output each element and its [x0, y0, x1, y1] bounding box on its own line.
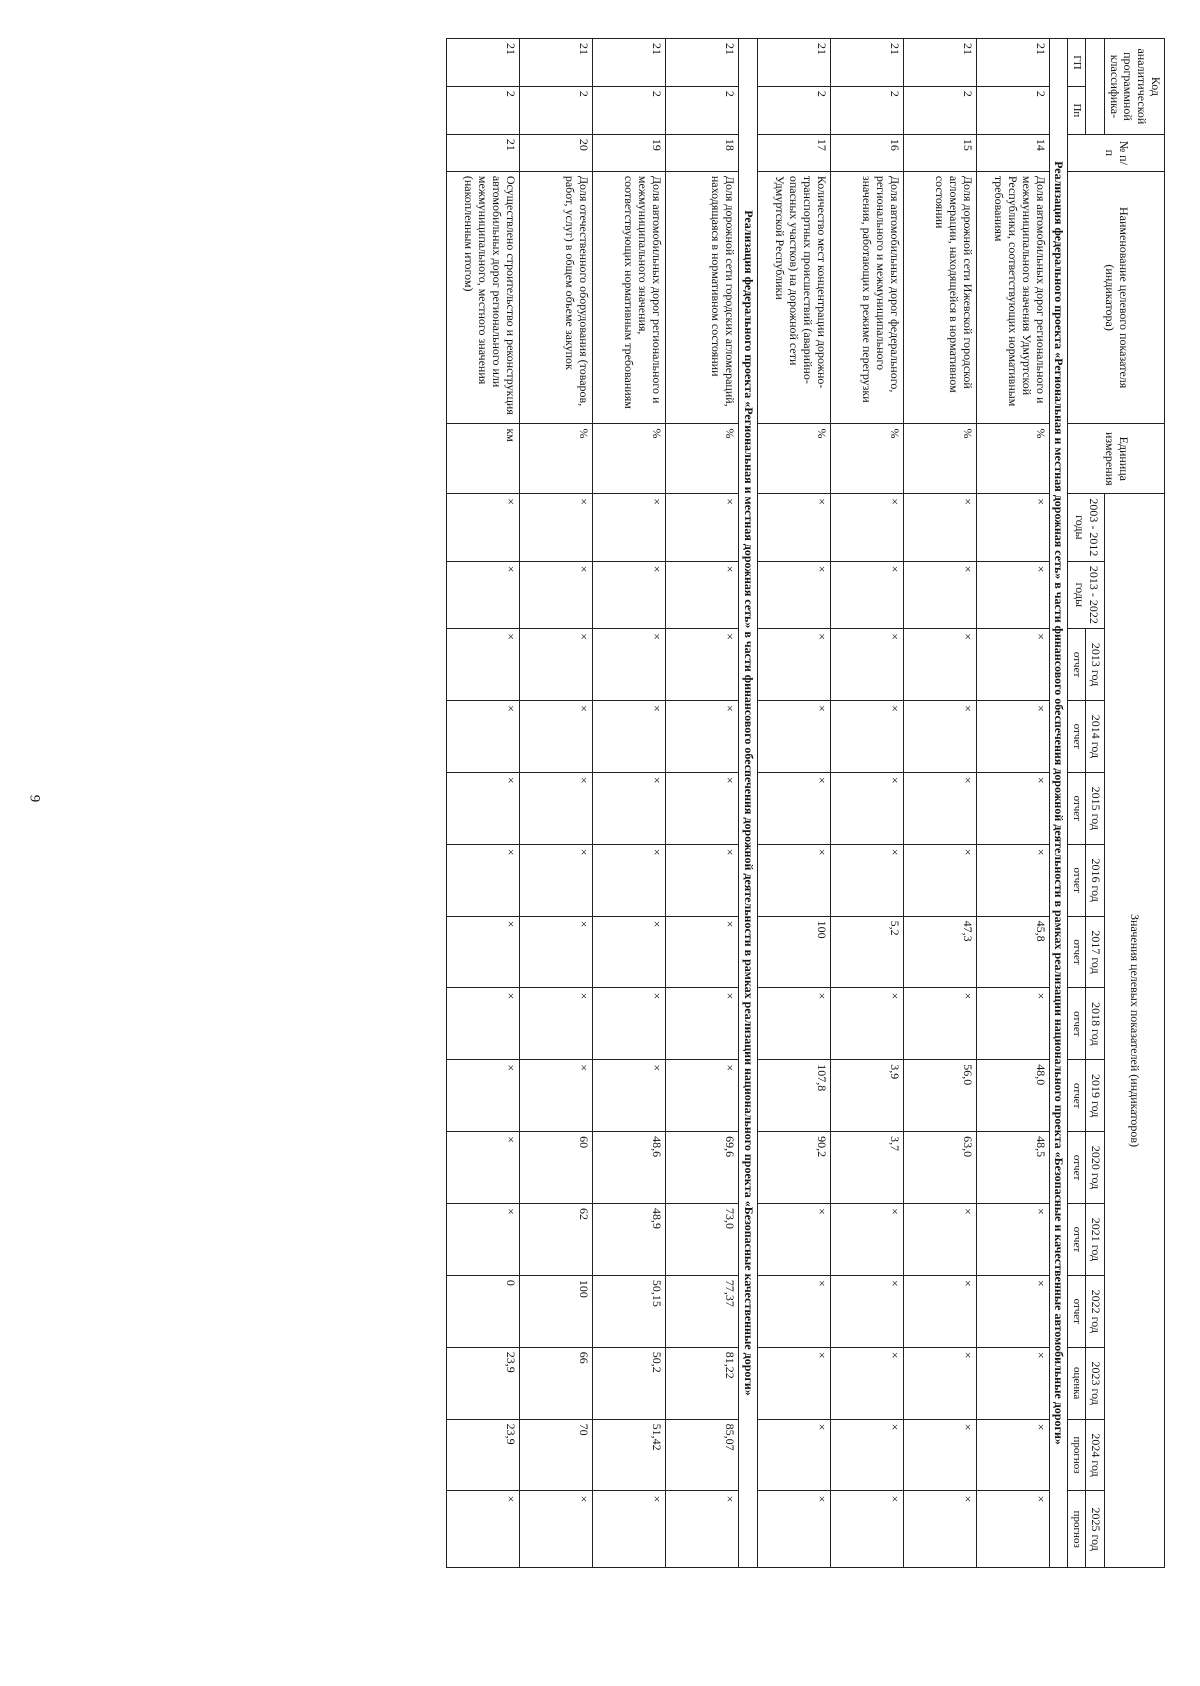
header-period: 2024 год [1086, 1419, 1105, 1491]
cell-gp: 21 [757, 39, 830, 87]
cell-unit: % [903, 424, 976, 494]
cell-num: 14 [976, 134, 1049, 171]
table-body [446, 39, 1068, 1568]
header-period: 2016 год [1086, 844, 1105, 916]
cell-pp: 2 [519, 86, 592, 134]
header-pp: Пп [1068, 86, 1086, 134]
header-status: отчет [1068, 916, 1086, 988]
cell-value: 48,5 [976, 1132, 1049, 1204]
cell-value: × [446, 494, 519, 562]
cell-value: × [519, 1491, 592, 1568]
cell-value: × [665, 1060, 738, 1132]
table-row [976, 39, 1049, 1568]
cell-value: × [976, 629, 1049, 701]
header-status: отчет [1068, 1132, 1086, 1204]
cell-value: × [903, 988, 976, 1060]
cell-value: × [903, 844, 976, 916]
cell-value: × [830, 772, 903, 844]
cell-num: 21 [446, 134, 519, 171]
cell-num: 20 [519, 134, 592, 171]
cell-value: × [665, 701, 738, 773]
cell-value: 85,07 [665, 1419, 738, 1491]
cell-value: × [446, 988, 519, 1060]
header-status: отчет [1068, 1275, 1086, 1347]
cell-value: × [903, 701, 976, 773]
cell-value: × [757, 701, 830, 773]
header-num: № п/п [1068, 134, 1165, 171]
cell-value: × [592, 772, 665, 844]
cell-unit: % [976, 424, 1049, 494]
cell-value: × [830, 1419, 903, 1491]
cell-pp: 2 [446, 86, 519, 134]
cell-value: 70 [519, 1419, 592, 1491]
cell-gp: 21 [830, 39, 903, 87]
header-code-group: Код аналитической программной классифика- [1104, 39, 1164, 135]
cell-value: × [592, 494, 665, 562]
cell-pp: 2 [976, 86, 1049, 134]
cell-value: × [976, 1275, 1049, 1347]
cell-value: × [665, 561, 738, 629]
cell-pp: 2 [592, 86, 665, 134]
cell-value: × [757, 1491, 830, 1568]
cell-value: × [446, 1060, 519, 1132]
cell-value: × [665, 1491, 738, 1568]
header-period: 2013 год [1086, 629, 1105, 701]
cell-value: × [519, 701, 592, 773]
cell-value: × [976, 561, 1049, 629]
cell-value: × [665, 629, 738, 701]
cell-value: × [757, 1347, 830, 1419]
cell-indicator-name: Количество мест концентрации дорожно-транспортных происшествий (аварийно-опасных участков) на дорожной сети Удмуртской Республики [757, 171, 830, 424]
cell-value: 48,0 [976, 1060, 1049, 1132]
cell-num: 17 [757, 134, 830, 171]
header-period: 2013 - 2022 годы [1068, 561, 1104, 629]
cell-gp: 21 [446, 39, 519, 87]
cell-unit: % [665, 424, 738, 494]
cell-unit: км [446, 424, 519, 494]
cell-value: 23,9 [446, 1419, 519, 1491]
cell-gp: 21 [592, 39, 665, 87]
cell-indicator-name: Доля дорожной сети Ижевской городской агломерации, находящейся в нормативном состоянии [903, 171, 976, 424]
cell-value: × [446, 772, 519, 844]
cell-value: × [976, 494, 1049, 562]
cell-value: × [976, 1204, 1049, 1276]
cell-value: × [519, 916, 592, 988]
cell-value: 3,7 [830, 1132, 903, 1204]
cell-value: 50,15 [592, 1275, 665, 1347]
cell-value: 81,22 [665, 1347, 738, 1419]
cell-unit: % [519, 424, 592, 494]
cell-value: × [757, 772, 830, 844]
cell-value: 60 [519, 1132, 592, 1204]
cell-value: × [665, 916, 738, 988]
cell-value: × [446, 701, 519, 773]
cell-value: × [519, 844, 592, 916]
cell-value: × [592, 701, 665, 773]
cell-value: × [903, 1275, 976, 1347]
cell-value: × [976, 772, 1049, 844]
section-title: Реализация федерального проекта «Региональная и местная дорожная сеть» в части финансового обеспечения дорожной деятельности в рамках реализации национального проекта «Безопасные качественные дороги» [738, 39, 757, 1568]
cell-value: × [757, 1275, 830, 1347]
table-row [446, 39, 519, 1568]
cell-unit: % [757, 424, 830, 494]
table-row [903, 39, 976, 1568]
header-status: отчет [1068, 629, 1086, 701]
cell-value: × [592, 844, 665, 916]
cell-value: × [830, 844, 903, 916]
cell-value: 51,42 [592, 1419, 665, 1491]
cell-value: × [757, 1204, 830, 1276]
cell-value: × [903, 494, 976, 562]
cell-value: × [830, 1275, 903, 1347]
cell-value: × [830, 701, 903, 773]
cell-unit: % [830, 424, 903, 494]
cell-value: × [830, 629, 903, 701]
cell-num: 15 [903, 134, 976, 171]
cell-value: × [519, 1060, 592, 1132]
cell-gp: 21 [519, 39, 592, 87]
cell-value: 63,0 [903, 1132, 976, 1204]
cell-value: × [830, 494, 903, 562]
cell-gp: 21 [976, 39, 1049, 87]
cell-value: × [446, 916, 519, 988]
cell-value: 50,2 [592, 1347, 665, 1419]
cell-value: × [665, 494, 738, 562]
cell-value: 62 [519, 1204, 592, 1276]
cell-value: 47,3 [903, 916, 976, 988]
cell-value: 45,8 [976, 916, 1049, 988]
cell-value: × [665, 772, 738, 844]
table-row [592, 39, 665, 1568]
cell-pp: 2 [757, 86, 830, 134]
cell-value: × [757, 494, 830, 562]
cell-pp: 2 [830, 86, 903, 134]
cell-value: × [519, 629, 592, 701]
cell-value: × [446, 1491, 519, 1568]
cell-value: × [830, 1204, 903, 1276]
cell-value: × [757, 988, 830, 1060]
section-row [738, 39, 757, 1568]
cell-value: × [446, 561, 519, 629]
cell-value: × [592, 988, 665, 1060]
indicator-table [446, 38, 1165, 1568]
cell-indicator-name: Осуществлено строительство и реконструкция автомобильных дорог регионального или межмуниципального, местного значения (накопленным итогом) [446, 171, 519, 424]
cell-value: × [757, 1419, 830, 1491]
cell-value: × [830, 988, 903, 1060]
cell-value: × [830, 561, 903, 629]
cell-value: 100 [757, 916, 830, 988]
cell-value: × [592, 1060, 665, 1132]
cell-value: × [903, 561, 976, 629]
cell-value: 5,2 [830, 916, 903, 988]
header-period: 2025 год [1086, 1491, 1105, 1568]
cell-value: × [757, 629, 830, 701]
cell-value: 48,9 [592, 1204, 665, 1276]
cell-value: × [976, 988, 1049, 1060]
cell-indicator-name: Доля автомобильных дорог регионального и межмуниципального значения, соответствующих нормативным требованиям [592, 171, 665, 424]
cell-value: 0 [446, 1275, 519, 1347]
table-row [757, 39, 830, 1568]
cell-num: 16 [830, 134, 903, 171]
cell-value: × [592, 1491, 665, 1568]
header-period: 2014 год [1086, 701, 1105, 773]
table-row [830, 39, 903, 1568]
cell-value: × [976, 1347, 1049, 1419]
cell-value: 3,9 [830, 1060, 903, 1132]
cell-num: 18 [665, 134, 738, 171]
cell-value: × [665, 844, 738, 916]
header-period: 2023 год [1086, 1347, 1105, 1419]
cell-value: × [519, 772, 592, 844]
header-status: прогноз [1068, 1419, 1086, 1491]
header-period: 2022 год [1086, 1275, 1105, 1347]
cell-value: 23,9 [446, 1347, 519, 1419]
header-period: 2020 год [1086, 1132, 1105, 1204]
header-period: 2015 год [1086, 772, 1105, 844]
cell-value: 69,6 [665, 1132, 738, 1204]
cell-pp: 2 [665, 86, 738, 134]
header-status: оценка [1068, 1347, 1086, 1419]
cell-value: 56,0 [903, 1060, 976, 1132]
table-row [665, 39, 738, 1568]
header-status: отчет [1068, 988, 1086, 1060]
header-name: Наименование целевого показателя (индикатора) [1068, 171, 1165, 424]
page-number: 9 [26, 794, 43, 803]
header-status: отчет [1068, 1204, 1086, 1276]
cell-value: × [976, 701, 1049, 773]
cell-value: × [903, 629, 976, 701]
cell-indicator-name: Доля дорожной сети городских агломераций, находящаяся в нормативном состоянии [665, 171, 738, 424]
cell-num: 19 [592, 134, 665, 171]
cell-indicator-name: Доля автомобильных дорог федерального, регионального и межмуниципального значения, работающих в режиме перегрузки [830, 171, 903, 424]
header-period: 2021 год [1086, 1204, 1105, 1276]
cell-gp: 21 [903, 39, 976, 87]
cell-pp: 2 [903, 86, 976, 134]
header-period: 2018 год [1086, 988, 1105, 1060]
header-status: отчет [1068, 701, 1086, 773]
table-row [519, 39, 592, 1568]
cell-value: 100 [519, 1275, 592, 1347]
cell-indicator-name: Доля отечественного оборудования (товаров, работ, услуг) в общем объеме закупок [519, 171, 592, 424]
cell-unit: % [592, 424, 665, 494]
cell-value: 107,8 [757, 1060, 830, 1132]
cell-value: × [446, 1132, 519, 1204]
cell-value: 48,6 [592, 1132, 665, 1204]
cell-value: × [446, 629, 519, 701]
cell-indicator-name: Доля автомобильных дорог регионального и межмуниципального значения Удмуртской Республики, соответствующих нормативным требованиям [976, 171, 1049, 424]
cell-value: × [976, 1419, 1049, 1491]
header-status: отчет [1068, 772, 1086, 844]
header-status: отчет [1068, 1060, 1086, 1132]
cell-value: × [592, 561, 665, 629]
cell-value: × [446, 1204, 519, 1276]
cell-value: × [903, 772, 976, 844]
header-period: 2003 - 2012 годы [1068, 494, 1104, 562]
cell-value: × [830, 1491, 903, 1568]
header-unit: Единица измерения [1068, 424, 1165, 494]
header-status: прогноз [1068, 1491, 1086, 1568]
cell-value: × [592, 629, 665, 701]
header-values-group: Значения целевых показателей (индикаторов) [1104, 494, 1164, 1568]
cell-value: × [446, 844, 519, 916]
header-period: 2019 год [1086, 1060, 1105, 1132]
header-status: отчет [1068, 844, 1086, 916]
cell-gp: 21 [665, 39, 738, 87]
section-title: Реализация федерального проекта «Региональная и местная дорожная сеть» в части финансового обеспечения дорожной деятельности в рамках реализации национального проекта «Безопасные и качественные автомобильные дороги» [1049, 39, 1068, 1568]
cell-value: × [976, 844, 1049, 916]
cell-value: × [519, 561, 592, 629]
cell-value: × [830, 1347, 903, 1419]
cell-value: × [665, 988, 738, 1060]
header-gp: ГП [1068, 39, 1086, 87]
cell-value: × [757, 561, 830, 629]
cell-value: × [592, 916, 665, 988]
cell-value: × [519, 494, 592, 562]
cell-value: 90,2 [757, 1132, 830, 1204]
cell-value: 66 [519, 1347, 592, 1419]
cell-value: × [903, 1347, 976, 1419]
cell-value: 77,37 [665, 1275, 738, 1347]
cell-value: 73,0 [665, 1204, 738, 1276]
section-row [1049, 39, 1068, 1568]
cell-value: × [903, 1491, 976, 1568]
cell-value: × [757, 844, 830, 916]
header-period: 2017 год [1086, 916, 1105, 988]
cell-value: × [903, 1204, 976, 1276]
indicator-table-rotated [165, 38, 1165, 1568]
cell-value: × [519, 988, 592, 1060]
cell-value: × [903, 1419, 976, 1491]
cell-value: × [976, 1491, 1049, 1568]
